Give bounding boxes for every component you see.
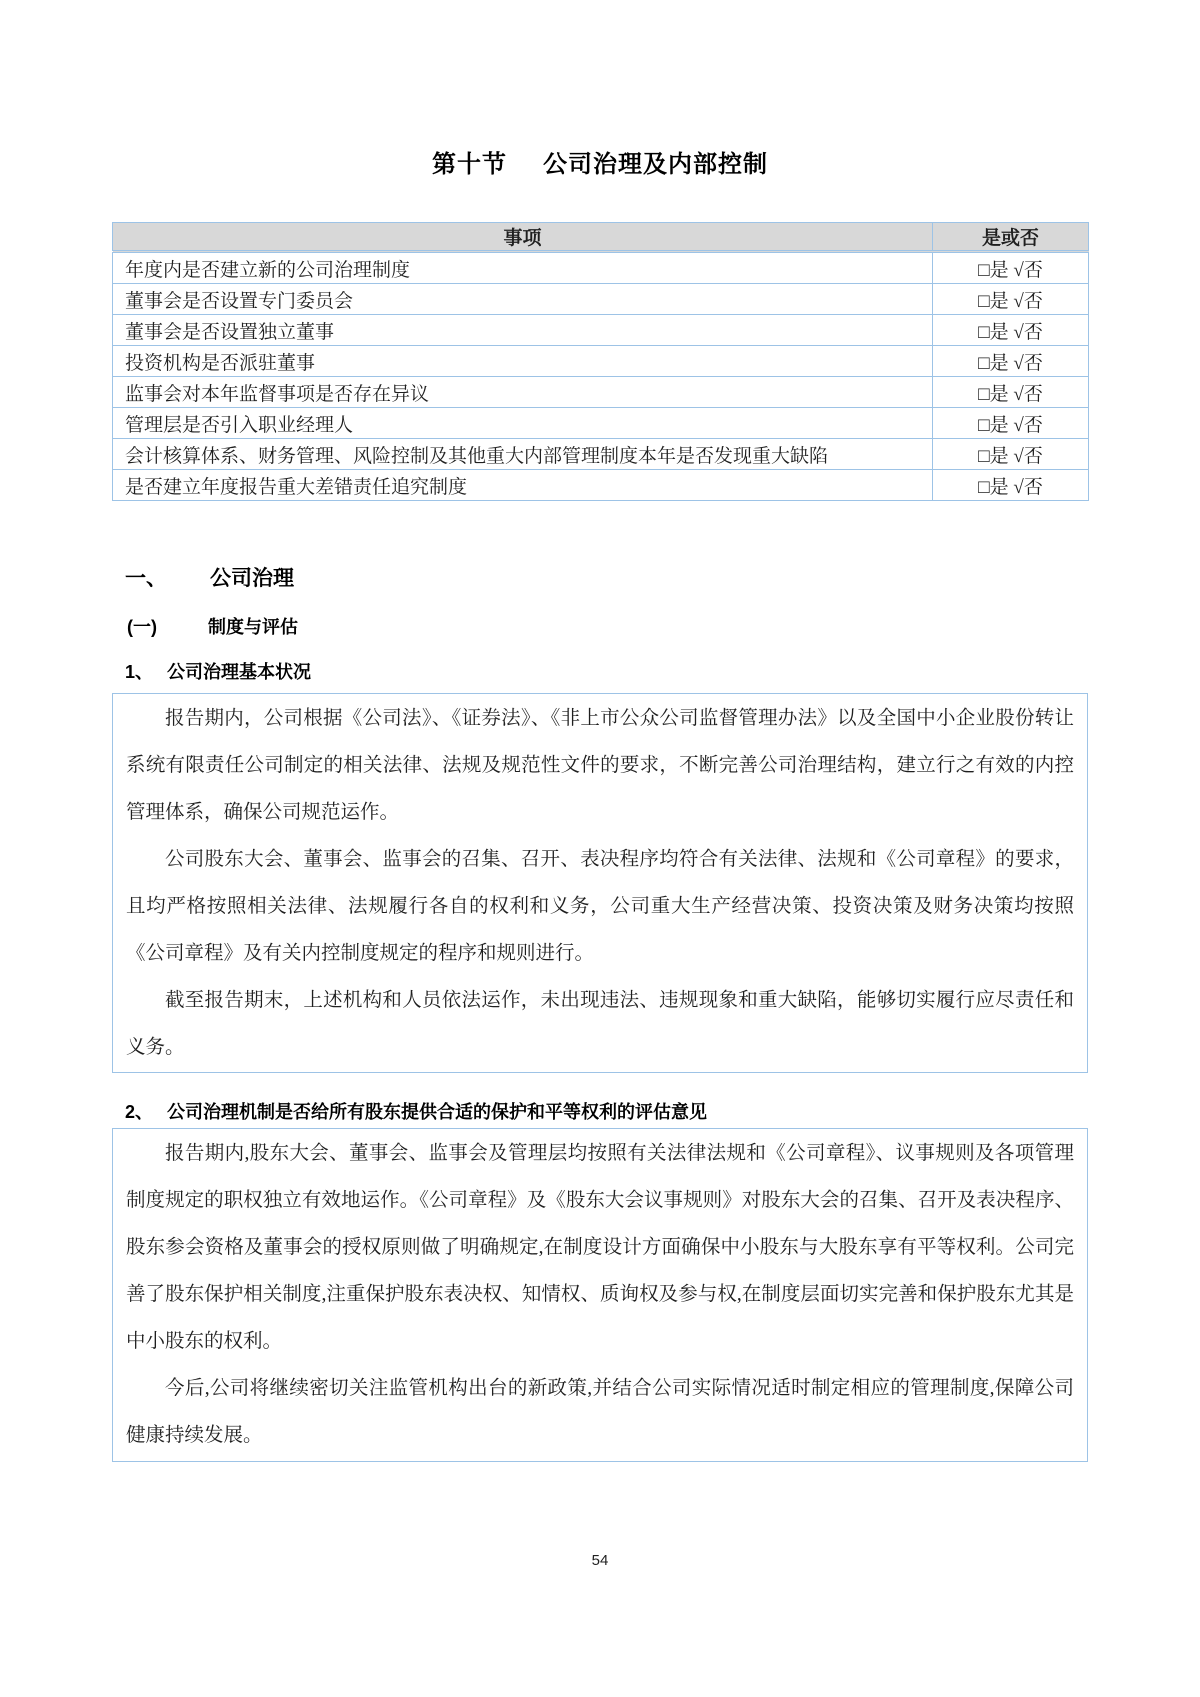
answer-cell: □是 √否: [933, 439, 1089, 470]
heading-text: 制度与评估: [208, 617, 298, 637]
clause-heading-basic-status: [125, 658, 311, 684]
table-header-row: [113, 223, 1089, 252]
item-cell: 是否建立年度报告重大差错责任追究制度: [113, 470, 933, 501]
paragraph: 截至报告期末，上述机构和人员依法运作，未出现违法、违规现象和重大缺陷，能够切实履行应尽责任和义务。: [126, 990, 1074, 1058]
item-cell: 年度内是否建立新的公司治理制度: [113, 252, 933, 284]
answer-cell: □是 √否: [933, 252, 1089, 284]
paragraph: 公司股东大会、董事会、监事会的召集、召开、表决程序均符合有关法律、法规和《公司章程》的要求，且均严格按照相关法律、法规履行各自的权利和义务，公司重大生产经营决策、投资决策及财务决策均按照《公司章程》及有关内控制度规定的程序和规则进行。: [126, 849, 1074, 964]
clause-heading-shareholder-protection: [125, 1098, 707, 1124]
heading-text: 公司治理: [210, 567, 294, 590]
governance-checklist-table: [112, 222, 1089, 501]
subsection-heading-system-evaluation: [127, 613, 298, 639]
answer-cell: □是 √否: [933, 377, 1089, 408]
answer-cell: □是 √否: [933, 470, 1089, 501]
heading-number: (一): [127, 617, 157, 637]
table-row: [113, 439, 1089, 470]
item-cell: 监事会对本年监督事项是否存在异议: [113, 377, 933, 408]
table-row: [113, 252, 1089, 284]
table-row: [113, 346, 1089, 377]
table-row: [113, 315, 1089, 346]
heading-number: 1、: [125, 662, 154, 682]
header-item: 事项: [113, 223, 933, 252]
table-row: [113, 377, 1089, 408]
governance-status-box: [112, 693, 1088, 1073]
paragraph: 今后,公司将继续密切关注监管机构出台的新政策,并结合公司实际情况适时制定相应的管理制度,保障公司健康持续发展。: [126, 1378, 1074, 1446]
section-number: 第十节: [432, 151, 507, 178]
paragraph: 报告期内,股东大会、董事会、监事会及管理层均按照有关法律法规和《公司章程》、议事规则及各项管理制度规定的职权独立有效地运作。《公司章程》及《股东大会议事规则》对股东大会的召集、召开及表决程序、股东参会资格及董事会的授权原则做了明确规定,在制度设计方面确保中小股东与大股东享有平等权利。公司完善了股东保护相关制度,注重保护股东表决权、知情权、质询权及参与权,在制度层面切实完善和保护股东尤其是中小股东的权利。: [126, 1143, 1074, 1352]
answer-cell: □是 √否: [933, 346, 1089, 377]
item-cell: 董事会是否设置独立董事: [113, 315, 933, 346]
table-row: [113, 408, 1089, 439]
section-heading-governance: [125, 562, 294, 592]
table-row: [113, 284, 1089, 315]
paragraph: 报告期内，公司根据《公司法》、《证券法》、《非上市公众公司监督管理办法》以及全国中小企业股份转让系统有限责任公司制定的相关法律、法规及规范性文件的要求，不断完善公司治理结构，建立行之有效的内控管理体系，确保公司规范运作。: [126, 708, 1074, 823]
item-cell: 投资机构是否派驻董事: [113, 346, 933, 377]
item-cell: 管理层是否引入职业经理人: [113, 408, 933, 439]
page-title: [0, 144, 1200, 179]
shareholder-evaluation-box: [112, 1128, 1088, 1462]
header-yes-no: 是或否: [933, 223, 1089, 252]
answer-cell: □是 √否: [933, 315, 1089, 346]
answer-cell: □是 √否: [933, 408, 1089, 439]
answer-cell: □是 √否: [933, 284, 1089, 315]
section-title-text: 公司治理及内部控制: [543, 151, 768, 178]
heading-number: 一、: [125, 567, 167, 590]
heading-text: 公司治理基本状况: [167, 662, 311, 682]
item-cell: 会计核算体系、财务管理、风险控制及其他重大内部管理制度本年是否发现重大缺陷: [113, 439, 933, 470]
item-cell: 董事会是否设置专门委员会: [113, 284, 933, 315]
heading-text: 公司治理机制是否给所有股东提供合适的保护和平等权利的评估意见: [167, 1102, 707, 1122]
page-number: 54: [591, 1552, 609, 1569]
heading-number: 2、: [125, 1102, 154, 1122]
table-row: [113, 470, 1089, 501]
